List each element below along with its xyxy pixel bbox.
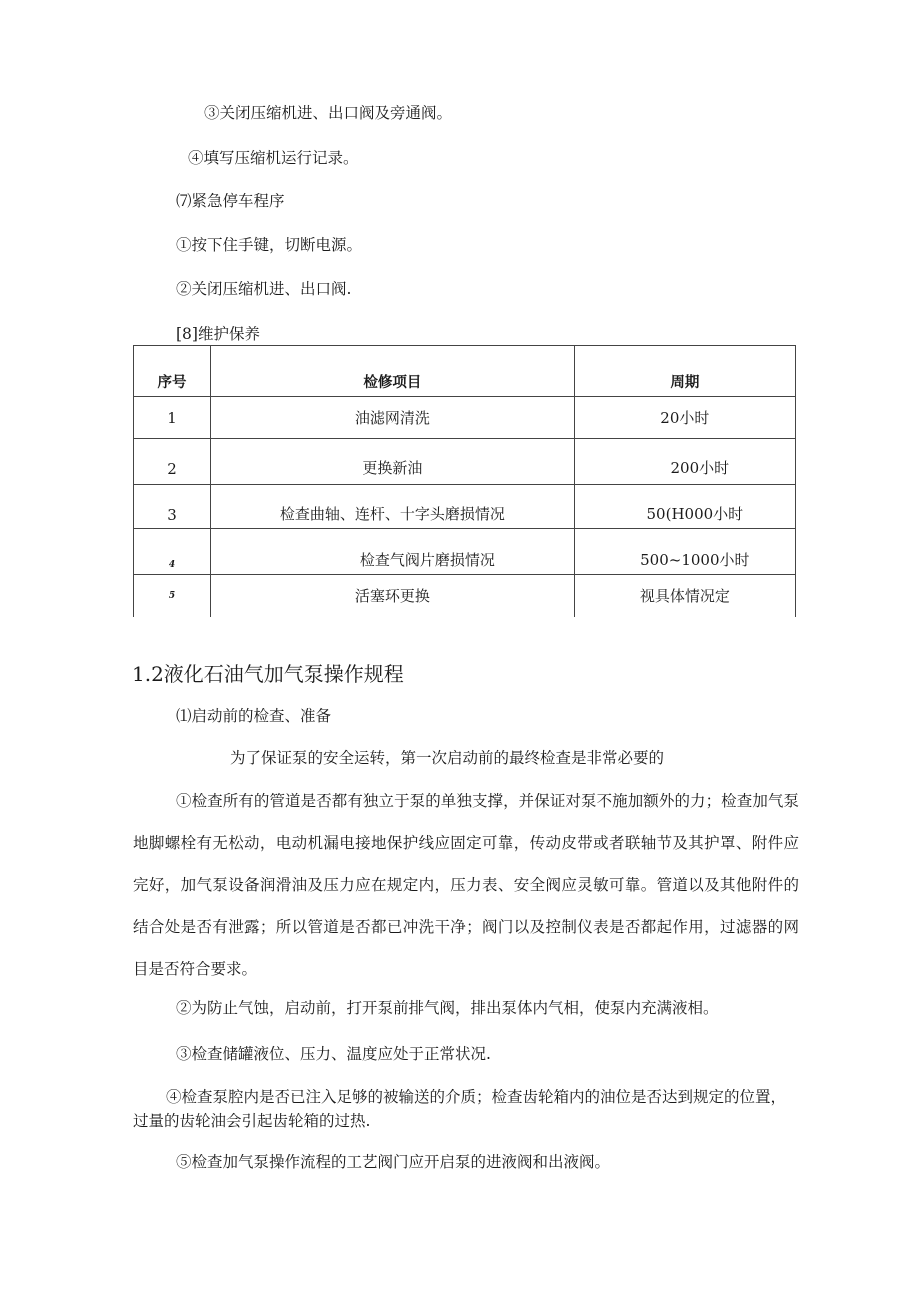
pre-start-check-title: ⑴启动前的检查、准备 [176, 707, 332, 725]
maintenance-title: [8]维护保养 [176, 325, 260, 343]
check-item-4: ④检查泵腔内是否已注入足够的被输送的介质；检查齿轮箱内的油位是否达到规定的位置，过量的齿轮油会引起齿轮箱的过热. [133, 1088, 787, 1130]
row-period: 视具体情况定 [574, 575, 795, 617]
emergency-stop-title: ⑺紧急停车程序 [176, 192, 285, 210]
row-item: 活塞环更换 [211, 575, 575, 617]
header-period: 周期 [574, 346, 795, 397]
check-item-1: ①检查所有的管道是否都有独立于泵的单独支撑，并保证对泵不施加额外的力；检查加气泵地脚螺栓有无松动，电动机漏电接地保护线应固定可靠，传动皮带或者联轴节及其护罩、附件应完好，加气泵设备润滑油及压力应在规定内，压力表、安全阀应灵敏可靠。管道以及其他附件的结合处是否有泄露；所以管道是否都已冲洗干净；阀门以及控制仪表是否都起作用，过滤器的网目是否符合要求。 [133, 792, 799, 978]
row-seq: 2 [134, 439, 211, 485]
step-fill-record: ④填写压缩机运行记录。 [188, 149, 359, 167]
step-close-io-valves: ②关闭压缩机进、出口阀. [176, 280, 352, 298]
table-header-row [134, 346, 796, 397]
table-row [134, 575, 796, 617]
row-period: 20小时 [574, 397, 795, 439]
row-seq: 1 [134, 397, 211, 439]
header-seq: 序号 [134, 346, 211, 397]
table-row [134, 485, 796, 529]
maintenance-table [133, 345, 796, 617]
row-seq: 4 [134, 529, 211, 575]
check-item-3: ③检查储罐液位、压力、温度应处于正常状况. [176, 1045, 491, 1063]
intro-text: 为了保证泵的安全运转，第一次启动前的最终检查是非常必要的 [230, 749, 665, 767]
step-press-stop: ①按下住手键，切断电源。 [176, 236, 363, 254]
row-item: 检查曲轴、连杆、十字头磨损情况 [211, 485, 575, 529]
row-item: 检查气阀片磨损情况 [211, 529, 575, 575]
row-period: 500~1000小时 [574, 529, 795, 575]
row-seq: 3 [134, 485, 211, 529]
check-item-5: ⑤检查加气泵操作流程的工艺阀门应开启泵的进液阀和出液阀。 [176, 1153, 611, 1171]
table-row [134, 439, 796, 485]
row-period: 50(H000小时 [574, 485, 795, 529]
table-row [134, 529, 796, 575]
header-item: 检修项目 [211, 346, 575, 397]
check-item-2: ②为防止气蚀，启动前，打开泵前排气阀，排出泵体内气相，使泵内充满液相。 [176, 999, 719, 1017]
row-item: 更换新油 [211, 439, 575, 485]
section-heading: 1.2液化石油气加气泵操作规程 [132, 662, 404, 686]
row-period: 200小时 [574, 439, 795, 485]
table-row [134, 397, 796, 439]
row-item: 油滤网清洗 [211, 397, 575, 439]
row-seq: 5 [134, 575, 211, 617]
step-close-valves: ③关闭压缩机进、出口阀及旁通阀。 [204, 104, 453, 122]
